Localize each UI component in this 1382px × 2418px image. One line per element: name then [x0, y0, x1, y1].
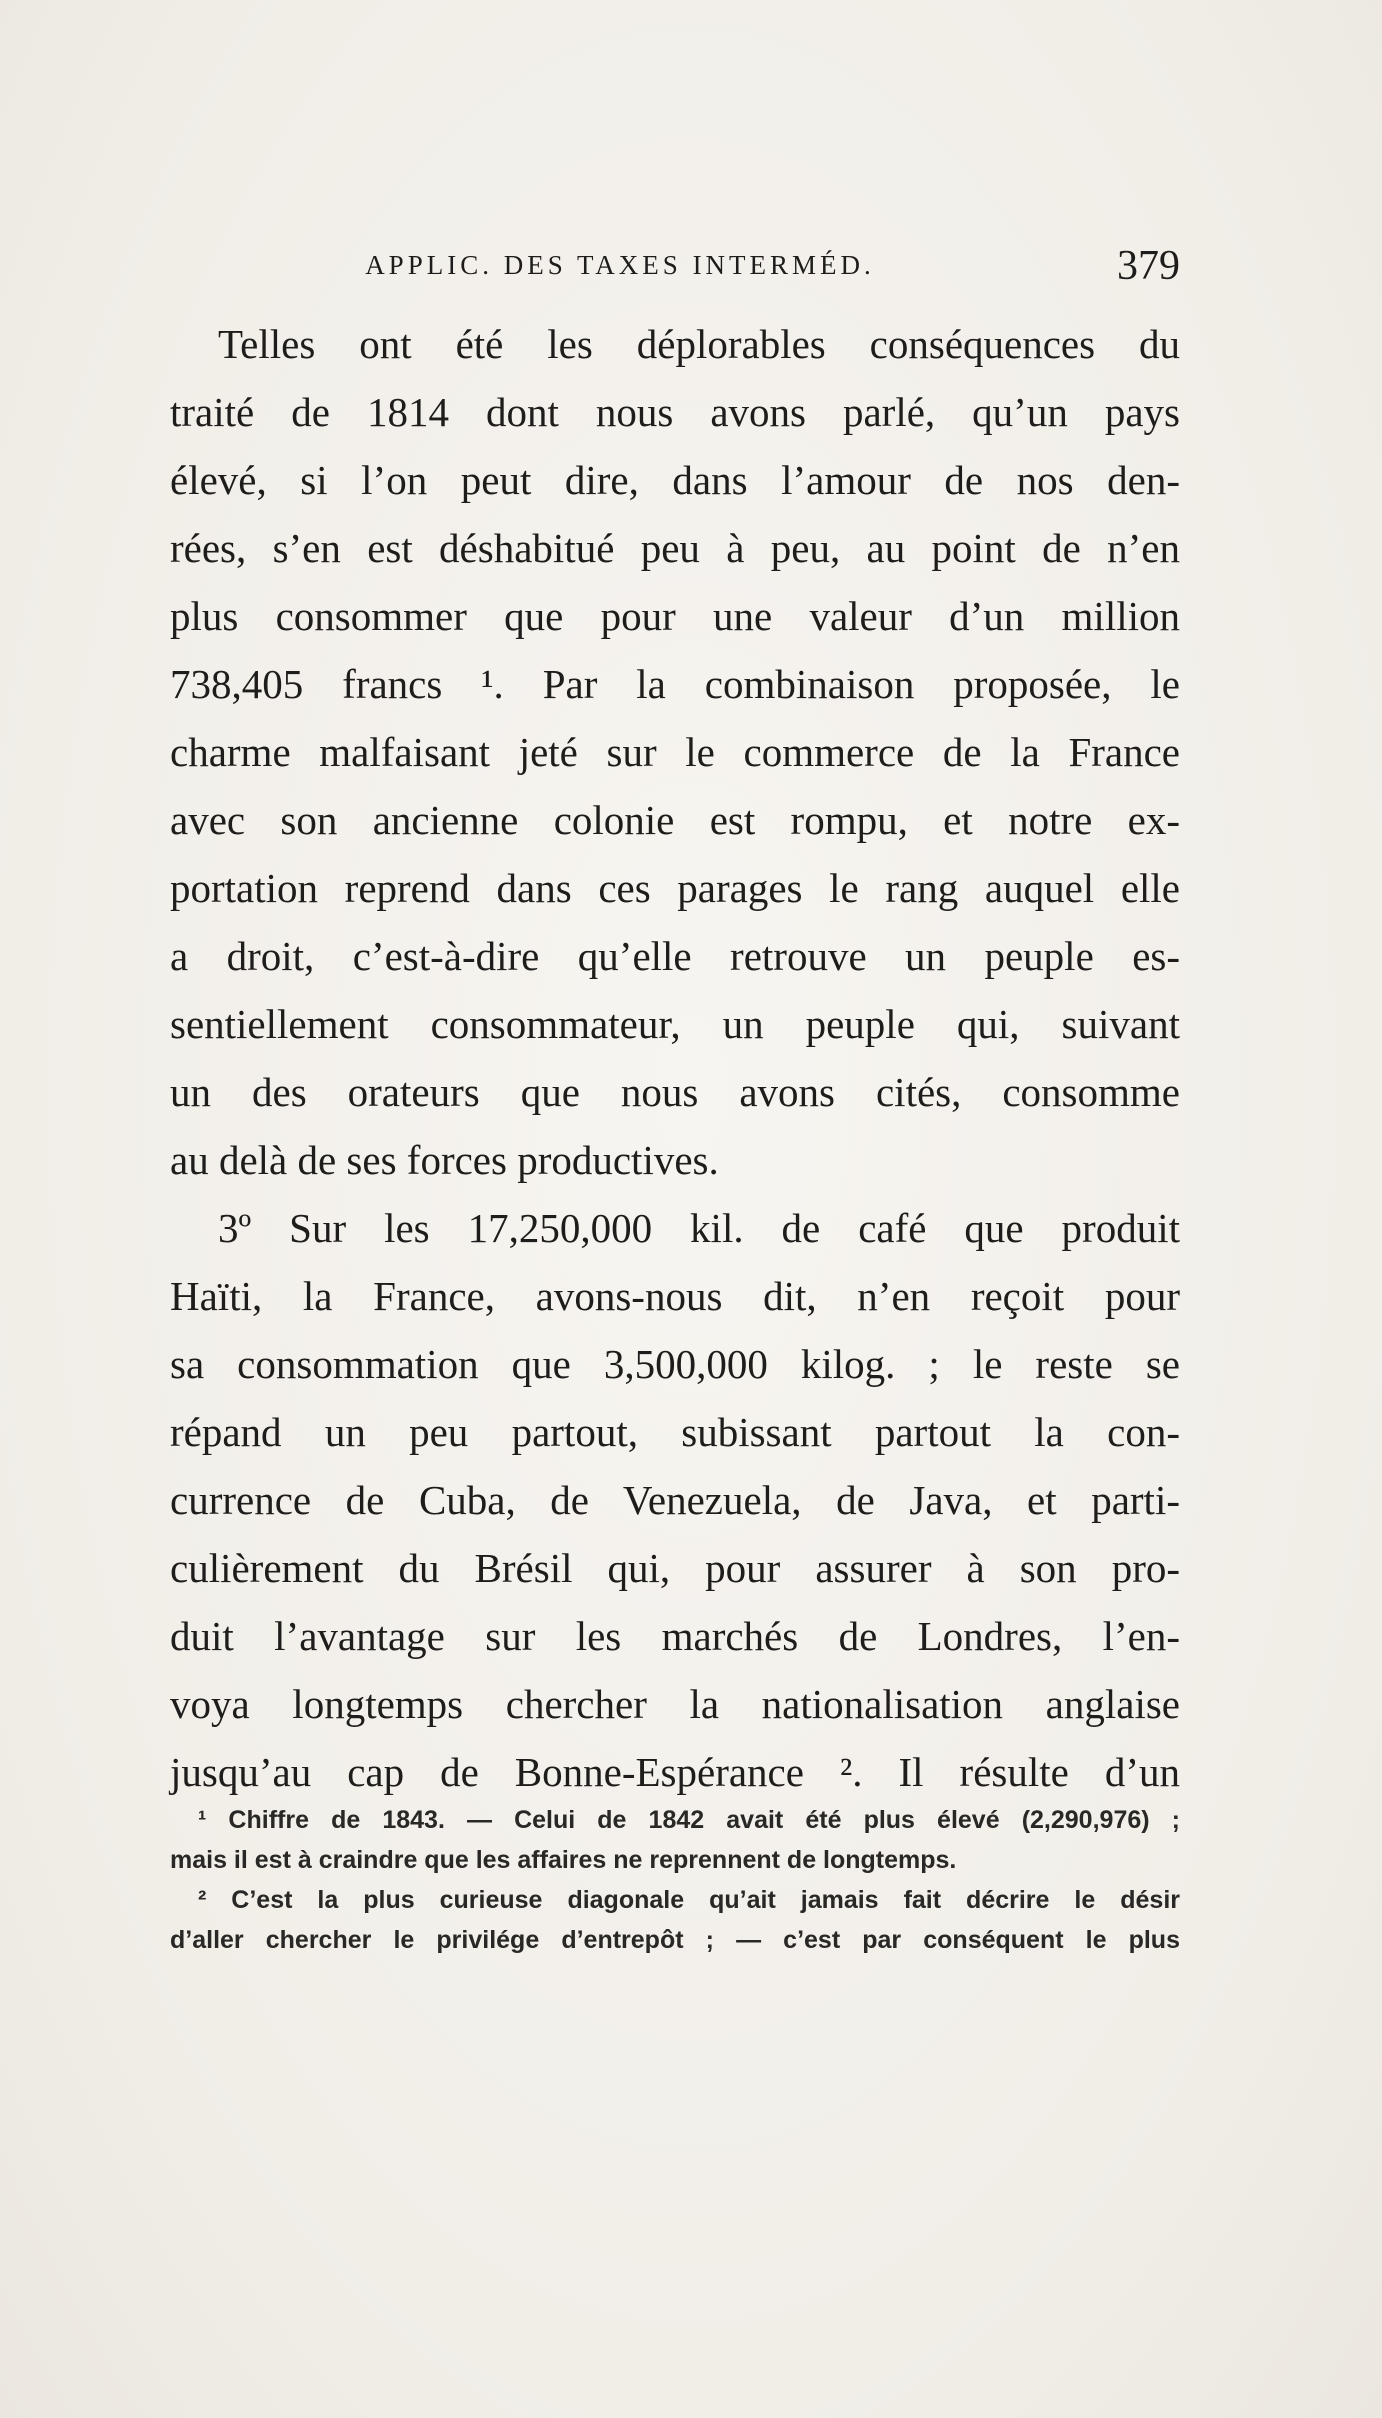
text-line: voya longtemps chercher la nationalisation anglaise [170, 1681, 1180, 1727]
footnote-line: mais il est à craindre que les affaires ne reprennent de longtemps. [170, 1846, 957, 1874]
text-line: culièrement du Brésil qui, pour assurer à son pro- [170, 1545, 1180, 1591]
text-line: rées, s’en est déshabitué peu à peu, au point de n’en [170, 525, 1180, 571]
text-line: a droit, c’est-à-dire qu’elle retrouve un peuple es- [170, 933, 1180, 979]
text-line: répand un peu partout, subissant partout la con- [170, 1409, 1180, 1455]
text-line: 3º Sur les 17,250,000 kil. de café que produit [218, 1205, 1180, 1251]
footnotes [170, 1800, 1180, 1960]
text-line: élevé, si l’on peut dire, dans l’amour de nos den- [170, 457, 1180, 503]
text-line: portation reprend dans ces parages le rang auquel elle [170, 865, 1180, 911]
text-line: currence de Cuba, de Venezuela, de Java, et parti- [170, 1477, 1180, 1523]
text-line: Haïti, la France, avons-nous dit, n’en reçoit pour [170, 1273, 1180, 1319]
text-line: plus consommer que pour une valeur d’un million [170, 593, 1180, 639]
text-line: sa consommation que 3,500,000 kilog. ; le reste se [170, 1341, 1180, 1387]
text-line: duit l’avantage sur les marchés de Londres, l’en- [170, 1613, 1180, 1659]
text-line: avec son ancienne colonie est rompu, et notre ex- [170, 797, 1180, 843]
body-text [170, 310, 1180, 1806]
footnote-line: ¹ Chiffre de 1843. — Celui de 1842 avait été plus élevé (2,290,976) ; [198, 1806, 1180, 1834]
text-line: jusqu’au cap de Bonne-Espérance ². Il résulte d’un [170, 1749, 1180, 1795]
text-line: traité de 1814 dont nous avons parlé, qu’un pays [170, 389, 1180, 435]
page-number: 379 [1117, 243, 1180, 289]
text-line: 738,405 francs ¹. Par la combinaison proposée, le [170, 661, 1180, 707]
text-line: sentiellement consommateur, un peuple qui, suivant [170, 1001, 1180, 1047]
footnote-line: ² C’est la plus curieuse diagonale qu’ait jamais fait décrire le désir [198, 1886, 1180, 1914]
footnote-line: d’aller chercher le privilége d’entrepôt ; — c’est par conséquent le plus [170, 1926, 1180, 1954]
text-line: charme malfaisant jeté sur le commerce de la France [170, 729, 1180, 775]
page-header [170, 243, 1180, 292]
text-line: un des orateurs que nous avons cités, consomme [170, 1069, 1180, 1115]
text-line: au delà de ses forces productives. [170, 1137, 719, 1183]
running-title: APPLIC. DES TAXES INTERMÉD. [365, 250, 875, 280]
text-line: Telles ont été les déplorables conséquences du [218, 321, 1180, 367]
